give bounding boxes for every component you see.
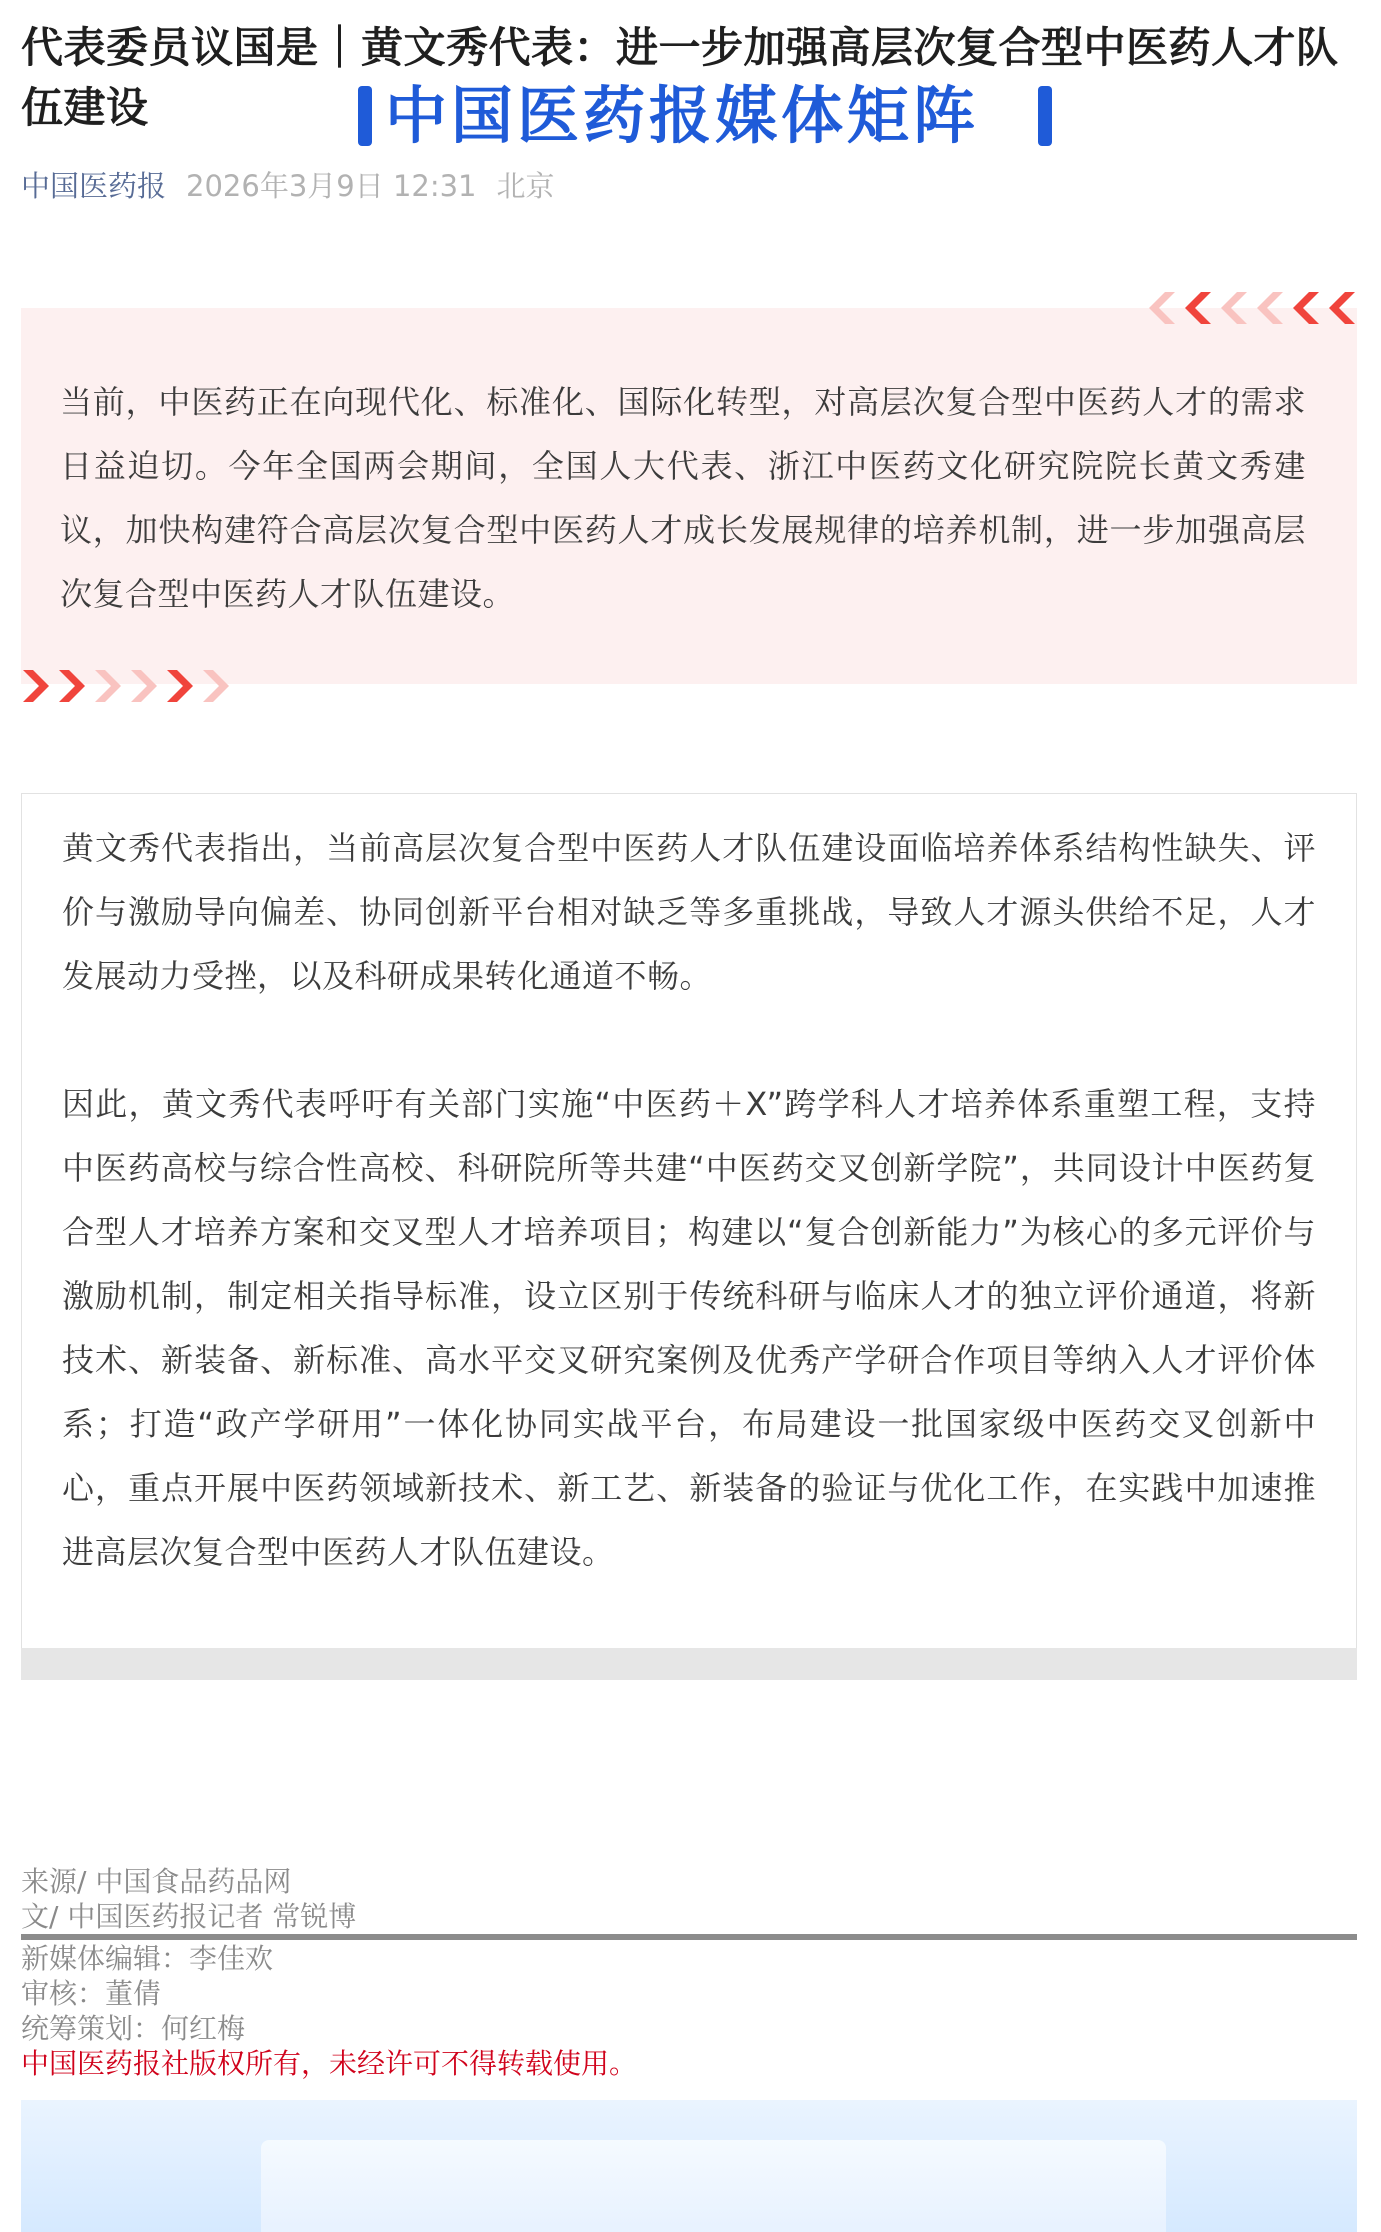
credits-top: [21, 1864, 1357, 1934]
credit-reviewer: 审核：董倩: [21, 1977, 162, 2010]
banner-right-bar: [1038, 86, 1052, 146]
source-link[interactable]: 中国医药报: [21, 169, 167, 203]
copyright-notice: 中国医药报社版权所有，未经许可不得转载使用。: [21, 2047, 638, 2080]
credit-author: 文/ 中国医药报记者 常锐博: [21, 1900, 357, 1933]
summary-text: 当前，中医药正在向现代化、标准化、国际化转型，对高层次复合型中医药人才的需求日益迫切。今年全国两会期间，全国人大代表、浙江中医药文化研究院院长黄文秀建议，加快构建符合高层次复合型中医药人才成长发展规律的培养机制，进一步加强高层次复合型中医药人才队伍建设。: [60, 383, 1306, 613]
publish-datetime: 2026年3月9日 12:31: [186, 169, 477, 203]
credit-planner: 统筹策划：何红梅: [21, 2012, 246, 2045]
article-title: 代表委员议国是｜黄文秀代表：进一步加强高层次复合型中医药人才队伍建设: [21, 23, 1339, 132]
chevron-right-decoration-icon: [21, 666, 235, 706]
banner-panel: [261, 2140, 1166, 2232]
credit-source: 来源/ 中国食品药品网: [21, 1865, 292, 1898]
body-box-bottom-bar: [21, 1648, 1357, 1680]
publish-location: 北京: [496, 169, 555, 203]
credit-editor: 新媒体编辑：李佳欢: [21, 1942, 274, 1975]
credits-divider: [21, 1934, 1357, 1940]
article-meta: [21, 166, 555, 206]
credits-bottom: [21, 1941, 1357, 2081]
banner-left-bar: [358, 86, 372, 146]
banner-title: 中国医药报媒体矩阵: [385, 79, 980, 152]
body-paragraph-2: 因此，黄文秀代表呼吁有关部门实施“中医药＋X”跨学科人才培养体系重塑工程，支持中医药高校与综合性高校、科研院所等共建“中医药交叉创新学院”，共同设计中医药复合型人才培养方案和交叉型人才培养项目；构建以“复合创新能力”为核心的多元评价与激励机制，制定相关指导标准，设立区别于传统科研与临床人才的独立评价通道，将新技术、新装备、新标准、高水平交叉研究案例及优秀产学研合作项目等纳入人才评价体系；打造“政产学研用”一体化协同实战平台，布局建设一批国家级中医药交叉创新中心，重点开展中医药领域新技术、新工艺、新装备的验证与优化工作，在实践中加速推进高层次复合型中医药人才队伍建设。: [62, 1085, 1316, 1571]
body-paragraph-1: 黄文秀代表指出，当前高层次复合型中医药人才队伍建设面临培养体系结构性缺失、评价与激励导向偏差、协同创新平台相对缺乏等多重挑战，导致人才源头供给不足，人才发展动力受挫，以及科研成果转化通道不畅。: [62, 829, 1316, 995]
media-matrix-banner[interactable]: [21, 2100, 1357, 2232]
chevron-left-decoration-icon: [1143, 288, 1357, 328]
